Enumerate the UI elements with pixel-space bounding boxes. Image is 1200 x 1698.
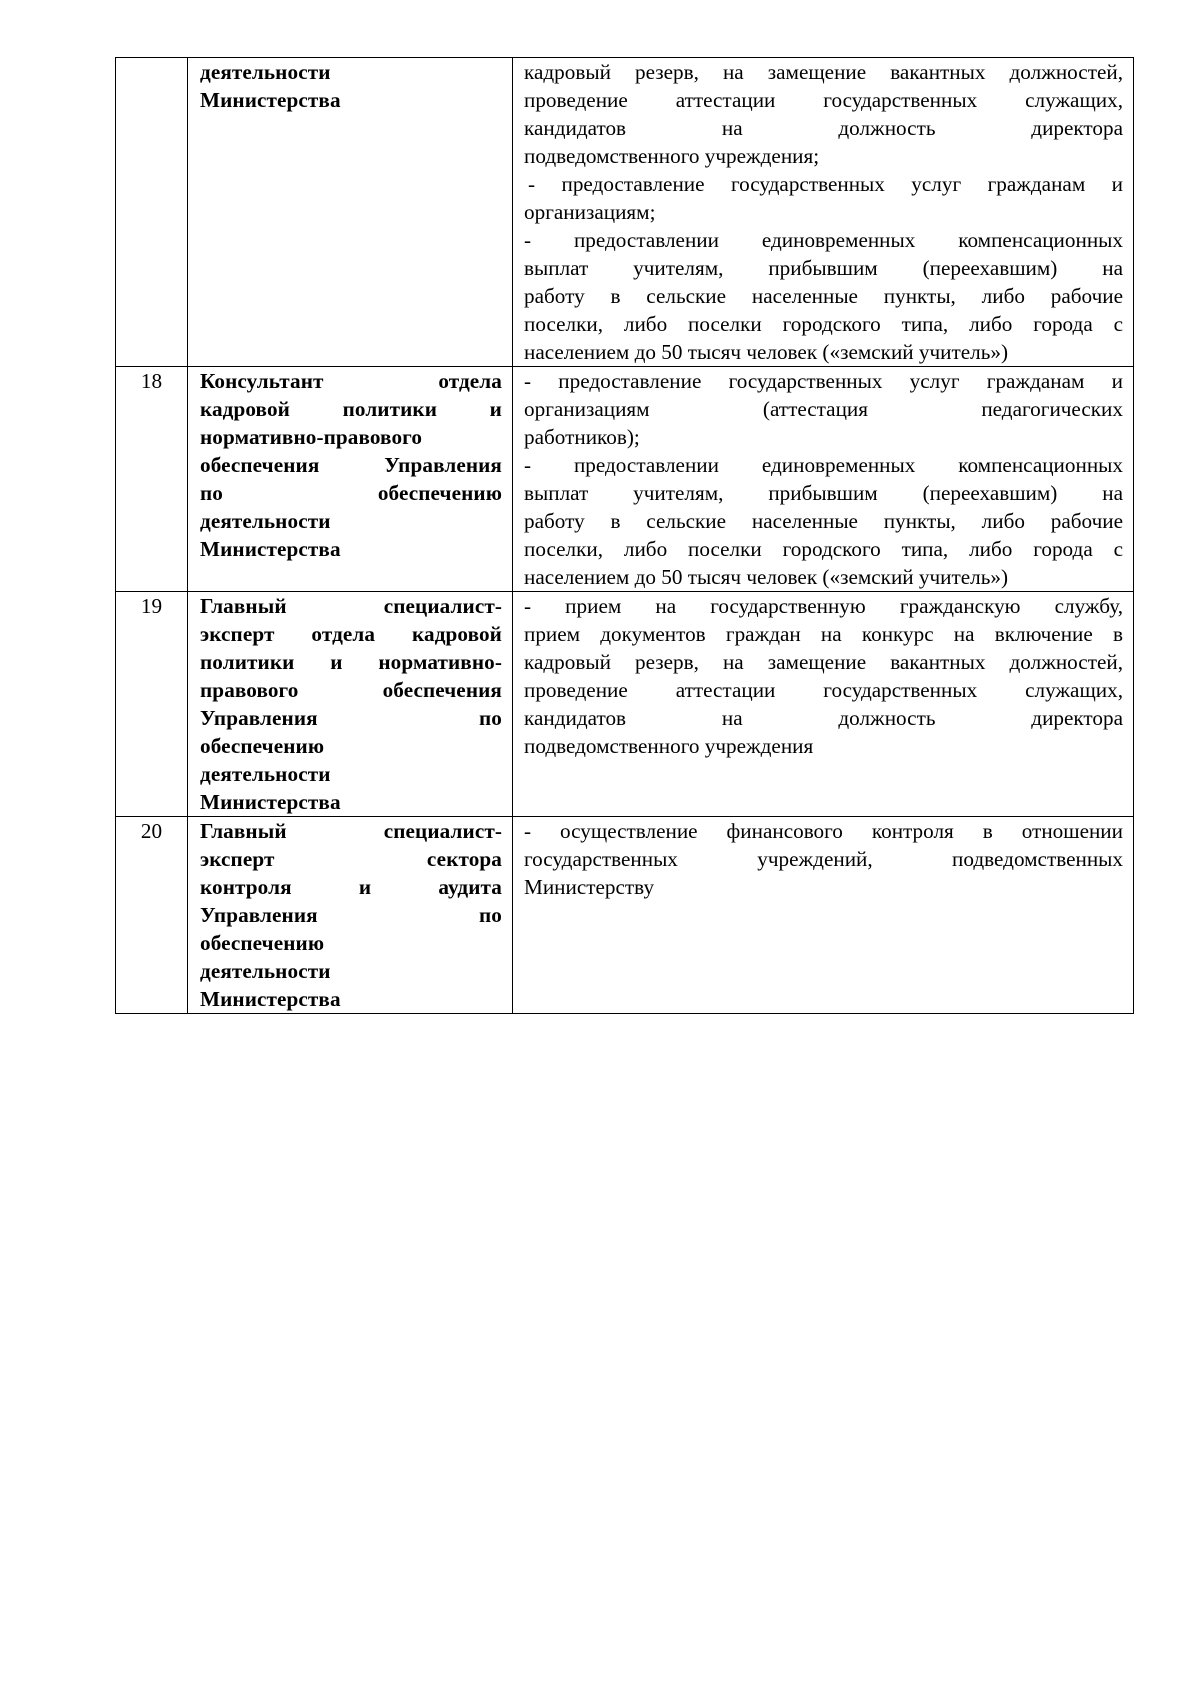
duty-line: работу в сельские населенные пункты, либо рабочие bbox=[524, 509, 1123, 533]
duty-line: проведение аттестации государственных служащих, bbox=[524, 678, 1123, 702]
position-line: Министерства bbox=[200, 537, 341, 561]
position-line: Управления по bbox=[200, 706, 502, 730]
duty-line: - предоставлении единовременных компенсационных bbox=[524, 228, 1123, 252]
position-line: Министерства bbox=[200, 987, 341, 1011]
position-line: правового обеспечения bbox=[200, 678, 502, 702]
position-line: эксперт отдела кадровой bbox=[200, 622, 502, 646]
duty-line: - предоставление государственных услуг гражданам и bbox=[524, 369, 1123, 393]
position-cell bbox=[188, 817, 513, 1014]
duties-table-body bbox=[116, 58, 1134, 1014]
duty-line: государственных учреждений, подведомственных bbox=[524, 847, 1123, 871]
position-line: деятельности bbox=[200, 509, 331, 533]
position-line: Министерства bbox=[200, 88, 341, 112]
position-cell bbox=[188, 58, 513, 367]
duty-line: населением до 50 тысяч человек («земский учитель») bbox=[524, 340, 1009, 364]
duty-line: - осуществление финансового контроля в отношении bbox=[524, 819, 1123, 843]
position-line: обеспечению bbox=[200, 734, 325, 758]
position-line: Главный специалист- bbox=[200, 819, 502, 843]
row-number-cell bbox=[116, 592, 188, 817]
position-line: по обеспечению bbox=[200, 481, 502, 505]
duty-line: кадровый резерв, на замещение вакантных должностей, bbox=[524, 650, 1123, 674]
position-line: деятельности bbox=[200, 60, 331, 84]
duty-line: - предоставление государственных услуг гражданам и bbox=[528, 172, 1123, 196]
position-line: Управления по bbox=[200, 903, 502, 927]
duty-line: кандидатов на должность директора bbox=[524, 706, 1123, 730]
table-row bbox=[116, 817, 1134, 1014]
position-line: Консультант отдела bbox=[200, 369, 502, 393]
duties-cell bbox=[513, 592, 1134, 817]
duty-line: выплат учителям, прибывшим (переехавшим) на bbox=[524, 481, 1123, 505]
position-line: Министерства bbox=[200, 790, 341, 814]
position-line: обеспечению bbox=[200, 931, 325, 955]
duty-line: организациям; bbox=[524, 200, 656, 224]
duty-line: - предоставлении единовременных компенсационных bbox=[524, 453, 1123, 477]
duty-line: поселки, либо поселки городского типа, либо города с bbox=[524, 537, 1123, 561]
duty-line: организациям (аттестация педагогических bbox=[524, 397, 1123, 421]
row-number-cell bbox=[116, 58, 188, 367]
row-number: 18 bbox=[140, 369, 163, 393]
position-line: нормативно-правового bbox=[200, 425, 423, 449]
row-number-cell bbox=[116, 367, 188, 592]
duty-line: работников); bbox=[524, 425, 640, 449]
position-line: контроля и аудита bbox=[200, 875, 502, 899]
position-cell bbox=[188, 367, 513, 592]
position-line: обеспечения Управления bbox=[200, 453, 502, 477]
duty-line: прием документов граждан на конкурс на включение в bbox=[524, 622, 1123, 646]
duty-line: кандидатов на должность директора bbox=[524, 116, 1123, 140]
duty-line: кадровый резерв, на замещение вакантных должностей, bbox=[524, 60, 1123, 84]
duty-line: работу в сельские населенные пункты, либо рабочие bbox=[524, 284, 1123, 308]
duty-line: поселки, либо поселки городского типа, либо города с bbox=[524, 312, 1123, 336]
duties-cell bbox=[513, 58, 1134, 367]
position-line: эксперт сектора bbox=[200, 847, 502, 871]
table-row bbox=[116, 58, 1134, 367]
position-line: Главный специалист- bbox=[200, 594, 502, 618]
duty-line: - прием на государственную гражданскую службу, bbox=[524, 594, 1123, 618]
duty-line: населением до 50 тысяч человек («земский учитель») bbox=[524, 565, 1009, 589]
position-cell bbox=[188, 592, 513, 817]
duty-line: проведение аттестации государственных служащих, bbox=[524, 88, 1123, 112]
row-number: 19 bbox=[140, 594, 163, 618]
duty-line: подведомственного учреждения; bbox=[524, 144, 820, 168]
duties-cell bbox=[513, 367, 1134, 592]
table-row bbox=[116, 592, 1134, 817]
position-line: деятельности bbox=[200, 959, 331, 983]
duties-table bbox=[115, 57, 1134, 1014]
row-number: 20 bbox=[140, 819, 163, 843]
duty-line: Министерству bbox=[524, 875, 655, 899]
row-number-cell bbox=[116, 817, 188, 1014]
position-line: деятельности bbox=[200, 762, 331, 786]
duty-line: подведомственного учреждения bbox=[524, 734, 814, 758]
duties-cell bbox=[513, 817, 1134, 1014]
position-line: кадровой политики и bbox=[200, 397, 502, 421]
position-line: политики и нормативно- bbox=[200, 650, 502, 674]
duty-line: выплат учителям, прибывшим (переехавшим) на bbox=[524, 256, 1123, 280]
table-row bbox=[116, 367, 1134, 592]
